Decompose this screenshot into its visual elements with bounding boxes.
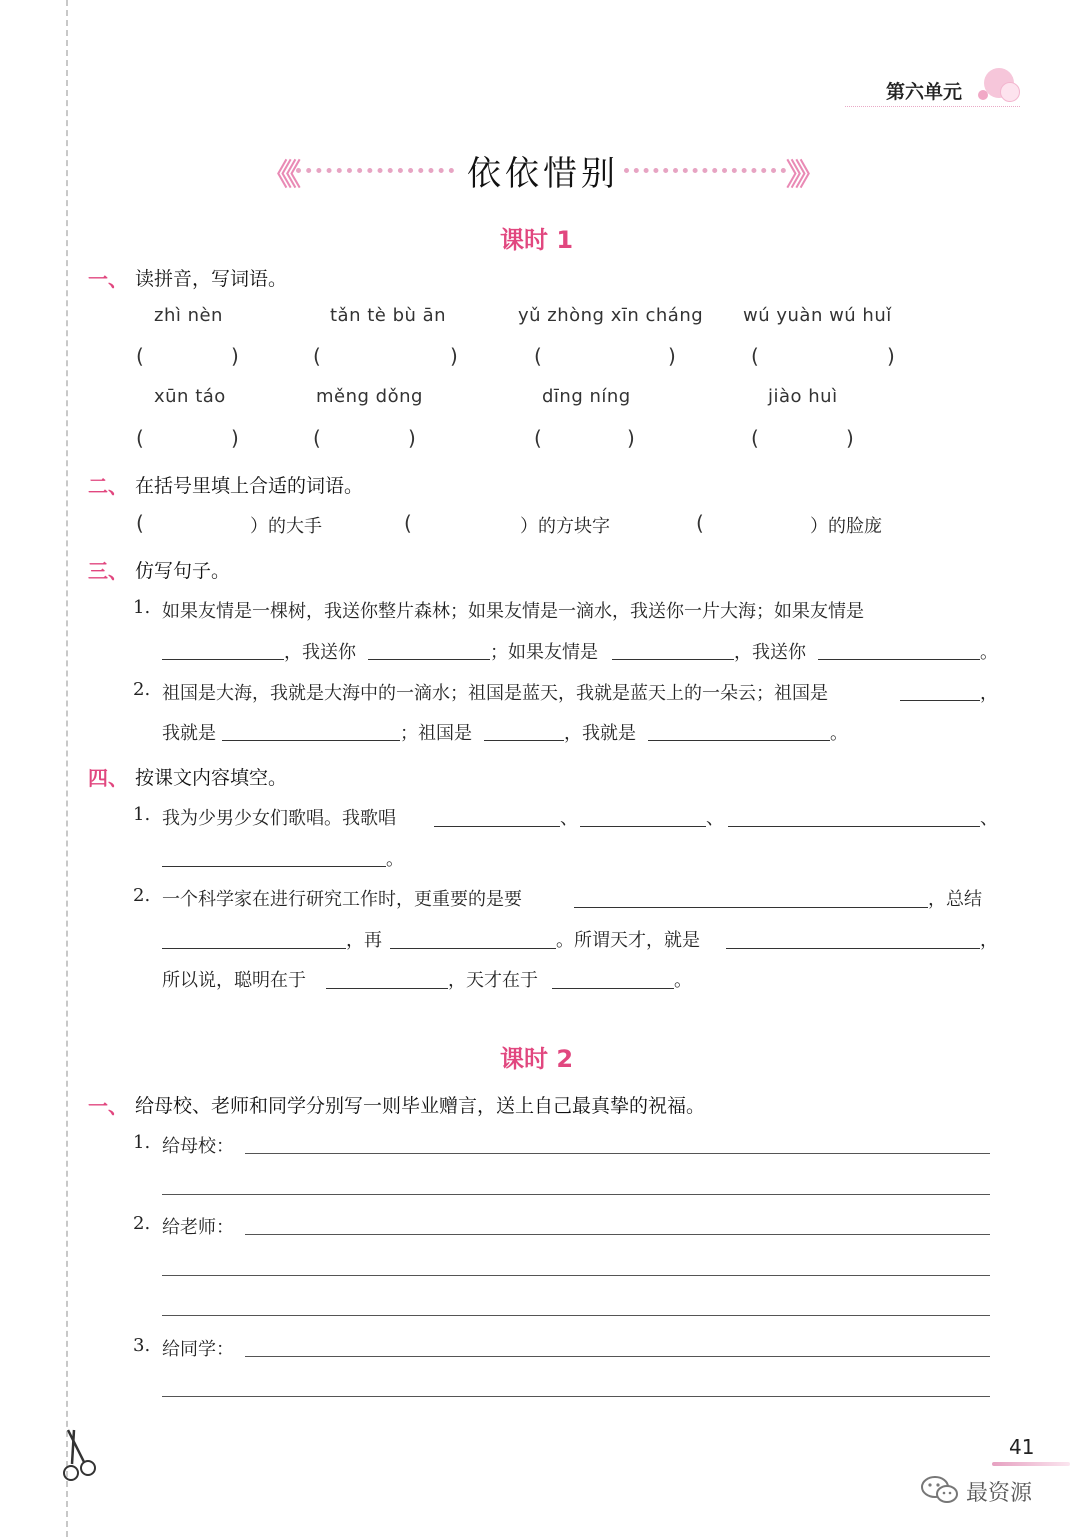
q3-s2-blank-3[interactable] xyxy=(484,740,564,741)
writing-line[interactable] xyxy=(162,1396,990,1397)
q4-s2-blank-1[interactable] xyxy=(574,907,928,908)
l2-item2-label: 给老师： xyxy=(162,1217,234,1238)
l1-q4-text: 按课文内容填空。 xyxy=(135,767,288,789)
l1-q1-number: 一、 xyxy=(88,267,128,291)
unit-underline xyxy=(845,106,1020,107)
q4-s2-text-g: ，天才在于 xyxy=(448,970,538,991)
fill-phrase-1: ）的大手 xyxy=(250,516,322,537)
q4-s2-blank-4[interactable] xyxy=(726,948,980,949)
q3-s2-blank-2[interactable] xyxy=(222,740,400,741)
title-right-dots xyxy=(624,168,786,173)
q4-s2-number: 2. xyxy=(133,885,151,906)
writing-line[interactable] xyxy=(162,1315,990,1316)
q3-s2-blank-1[interactable] xyxy=(900,700,980,701)
fill-phrase-3: ）的脸庞 xyxy=(810,516,882,537)
l2-item3-number: 3. xyxy=(133,1335,151,1356)
q3-s1-blank-3[interactable] xyxy=(612,659,734,660)
l1-q4-number: 四、 xyxy=(88,766,128,790)
q3-s1-blank-1[interactable] xyxy=(162,659,284,660)
writing-line[interactable] xyxy=(162,1275,990,1276)
l2-q1-text: 给母校、老师和同学分别写一则毕业赠言，送上自己最真挚的祝福。 xyxy=(135,1095,706,1117)
q4-s2-text-c: ，再 xyxy=(346,930,382,951)
l2-item2-number: 2. xyxy=(133,1213,151,1234)
l1-q3-number: 三、 xyxy=(88,559,128,583)
q4-s1-blank-2[interactable] xyxy=(580,826,706,827)
l2-item3-label: 给同学： xyxy=(162,1339,234,1360)
title-left-dots xyxy=(296,168,454,173)
l1-q3-text: 仿写句子。 xyxy=(135,560,231,582)
pinyin-7: dīng níng xyxy=(542,386,631,407)
page-number: 41 xyxy=(1009,1435,1035,1459)
q4-s2-blank-6[interactable] xyxy=(552,988,674,989)
page-number-bar xyxy=(992,1462,1070,1466)
lesson2-title: 课时 2 xyxy=(500,1045,574,1073)
pinyin-1: zhì nèn xyxy=(154,305,223,326)
pinyin-6: měng dǒng xyxy=(316,386,423,407)
l1-q2-number: 二、 xyxy=(88,474,128,498)
pinyin-2: tǎn tè bù ān xyxy=(330,305,447,326)
fill-phrase-2: ）的方块字 xyxy=(520,516,610,537)
fill-paren-open-1[interactable]: ( xyxy=(136,511,144,535)
q4-s1-end: 。 xyxy=(386,849,404,870)
q4-s2-text-f: 所以说，聪明在于 xyxy=(162,970,306,991)
q4-s1-blank-1[interactable] xyxy=(434,826,560,827)
pinyin-8: jiào huì xyxy=(768,386,838,407)
q3-s2-text-b: ；祖国是 xyxy=(400,723,472,744)
scissors-icon xyxy=(58,1428,102,1484)
cut-line xyxy=(66,0,68,1537)
q4-s2-text-a: 一个科学家在进行研究工作时，更重要的是要 xyxy=(162,889,522,910)
writing-line[interactable] xyxy=(245,1234,990,1235)
l2-q1-number: 一、 xyxy=(88,1094,128,1118)
q4-s1-blank-4[interactable] xyxy=(162,866,386,867)
q3-s2-number: 2. xyxy=(133,679,151,700)
pinyin-5: xūn táo xyxy=(154,386,226,407)
q4-s1-text-a: 我为少男少女们歌唱。我歌唱 xyxy=(162,808,396,829)
pinyin-3: yǔ zhòng xīn cháng xyxy=(518,305,704,326)
q4-s1-blank-3[interactable] xyxy=(728,826,980,827)
writing-line[interactable] xyxy=(162,1194,990,1195)
q3-s1-line1: 如果友情是一棵树，我送你整片森林；如果友情是一滴水，我送你一片大海；如果友情是 xyxy=(162,601,864,622)
unit-label: 第六单元 xyxy=(886,81,963,103)
q3-s1-text-d: 。 xyxy=(980,642,998,663)
q4-s2-text-d: 。所谓天才，就是 xyxy=(556,930,700,951)
q4-s2-blank-5[interactable] xyxy=(326,988,448,989)
q4-s1-number: 1. xyxy=(133,804,151,825)
q3-s2-comma: ， xyxy=(980,683,998,704)
wechat-icon xyxy=(920,1474,960,1506)
writing-line[interactable] xyxy=(245,1153,990,1154)
q3-s1-number: 1. xyxy=(133,597,151,618)
page-title: 依依惜别 xyxy=(467,154,619,194)
fill-paren-open-3[interactable]: ( xyxy=(696,511,704,535)
pinyin-4: wú yuàn wú huǐ xyxy=(743,305,892,326)
watermark: 最资源 xyxy=(966,1481,1033,1506)
q4-s2-text-h: 。 xyxy=(674,970,692,991)
fill-paren-open-2[interactable]: ( xyxy=(404,511,412,535)
q4-s2-blank-3[interactable] xyxy=(390,948,556,949)
lesson1-title: 课时 1 xyxy=(500,226,574,254)
q4-s2-blank-2[interactable] xyxy=(162,948,346,949)
q3-s1-blank-2[interactable] xyxy=(368,659,490,660)
l2-item1-number: 1. xyxy=(133,1132,151,1153)
q3-s1-text-c: ，我送你 xyxy=(734,642,806,663)
q3-s1-text-a: ，我送你 xyxy=(284,642,356,663)
l1-q2-text: 在括号里填上合适的词语。 xyxy=(135,475,364,497)
q3-s2-text-c: ，我就是 xyxy=(564,723,636,744)
q4-s2-text-e: ， xyxy=(980,930,998,951)
l2-item1-label: 给母校： xyxy=(162,1136,234,1157)
q3-s2-line1: 祖国是大海，我就是大海中的一滴水；祖国是蓝天，我就是蓝天上的一朵云；祖国是 xyxy=(162,683,828,704)
writing-line[interactable] xyxy=(245,1356,990,1357)
q3-s2-text-d: 。 xyxy=(830,723,848,744)
q4-s2-text-b: ，总结 xyxy=(928,889,982,910)
q4-s1-sep-3: 、 xyxy=(980,808,998,829)
q4-s1-sep-2: 、 xyxy=(706,808,724,829)
q3-s2-blank-4[interactable] xyxy=(648,740,830,741)
q3-s1-blank-4[interactable] xyxy=(818,659,980,660)
title-left-chevrons: 《《 xyxy=(262,158,295,193)
q3-s1-text-b: ；如果友情是 xyxy=(490,642,598,663)
q4-s1-sep-1: 、 xyxy=(560,808,578,829)
l1-q1-text: 读拼音，写词语。 xyxy=(135,268,288,290)
title-right-chevrons: 》》 xyxy=(786,158,819,193)
q3-s2-text-a: 我就是 xyxy=(162,723,216,744)
